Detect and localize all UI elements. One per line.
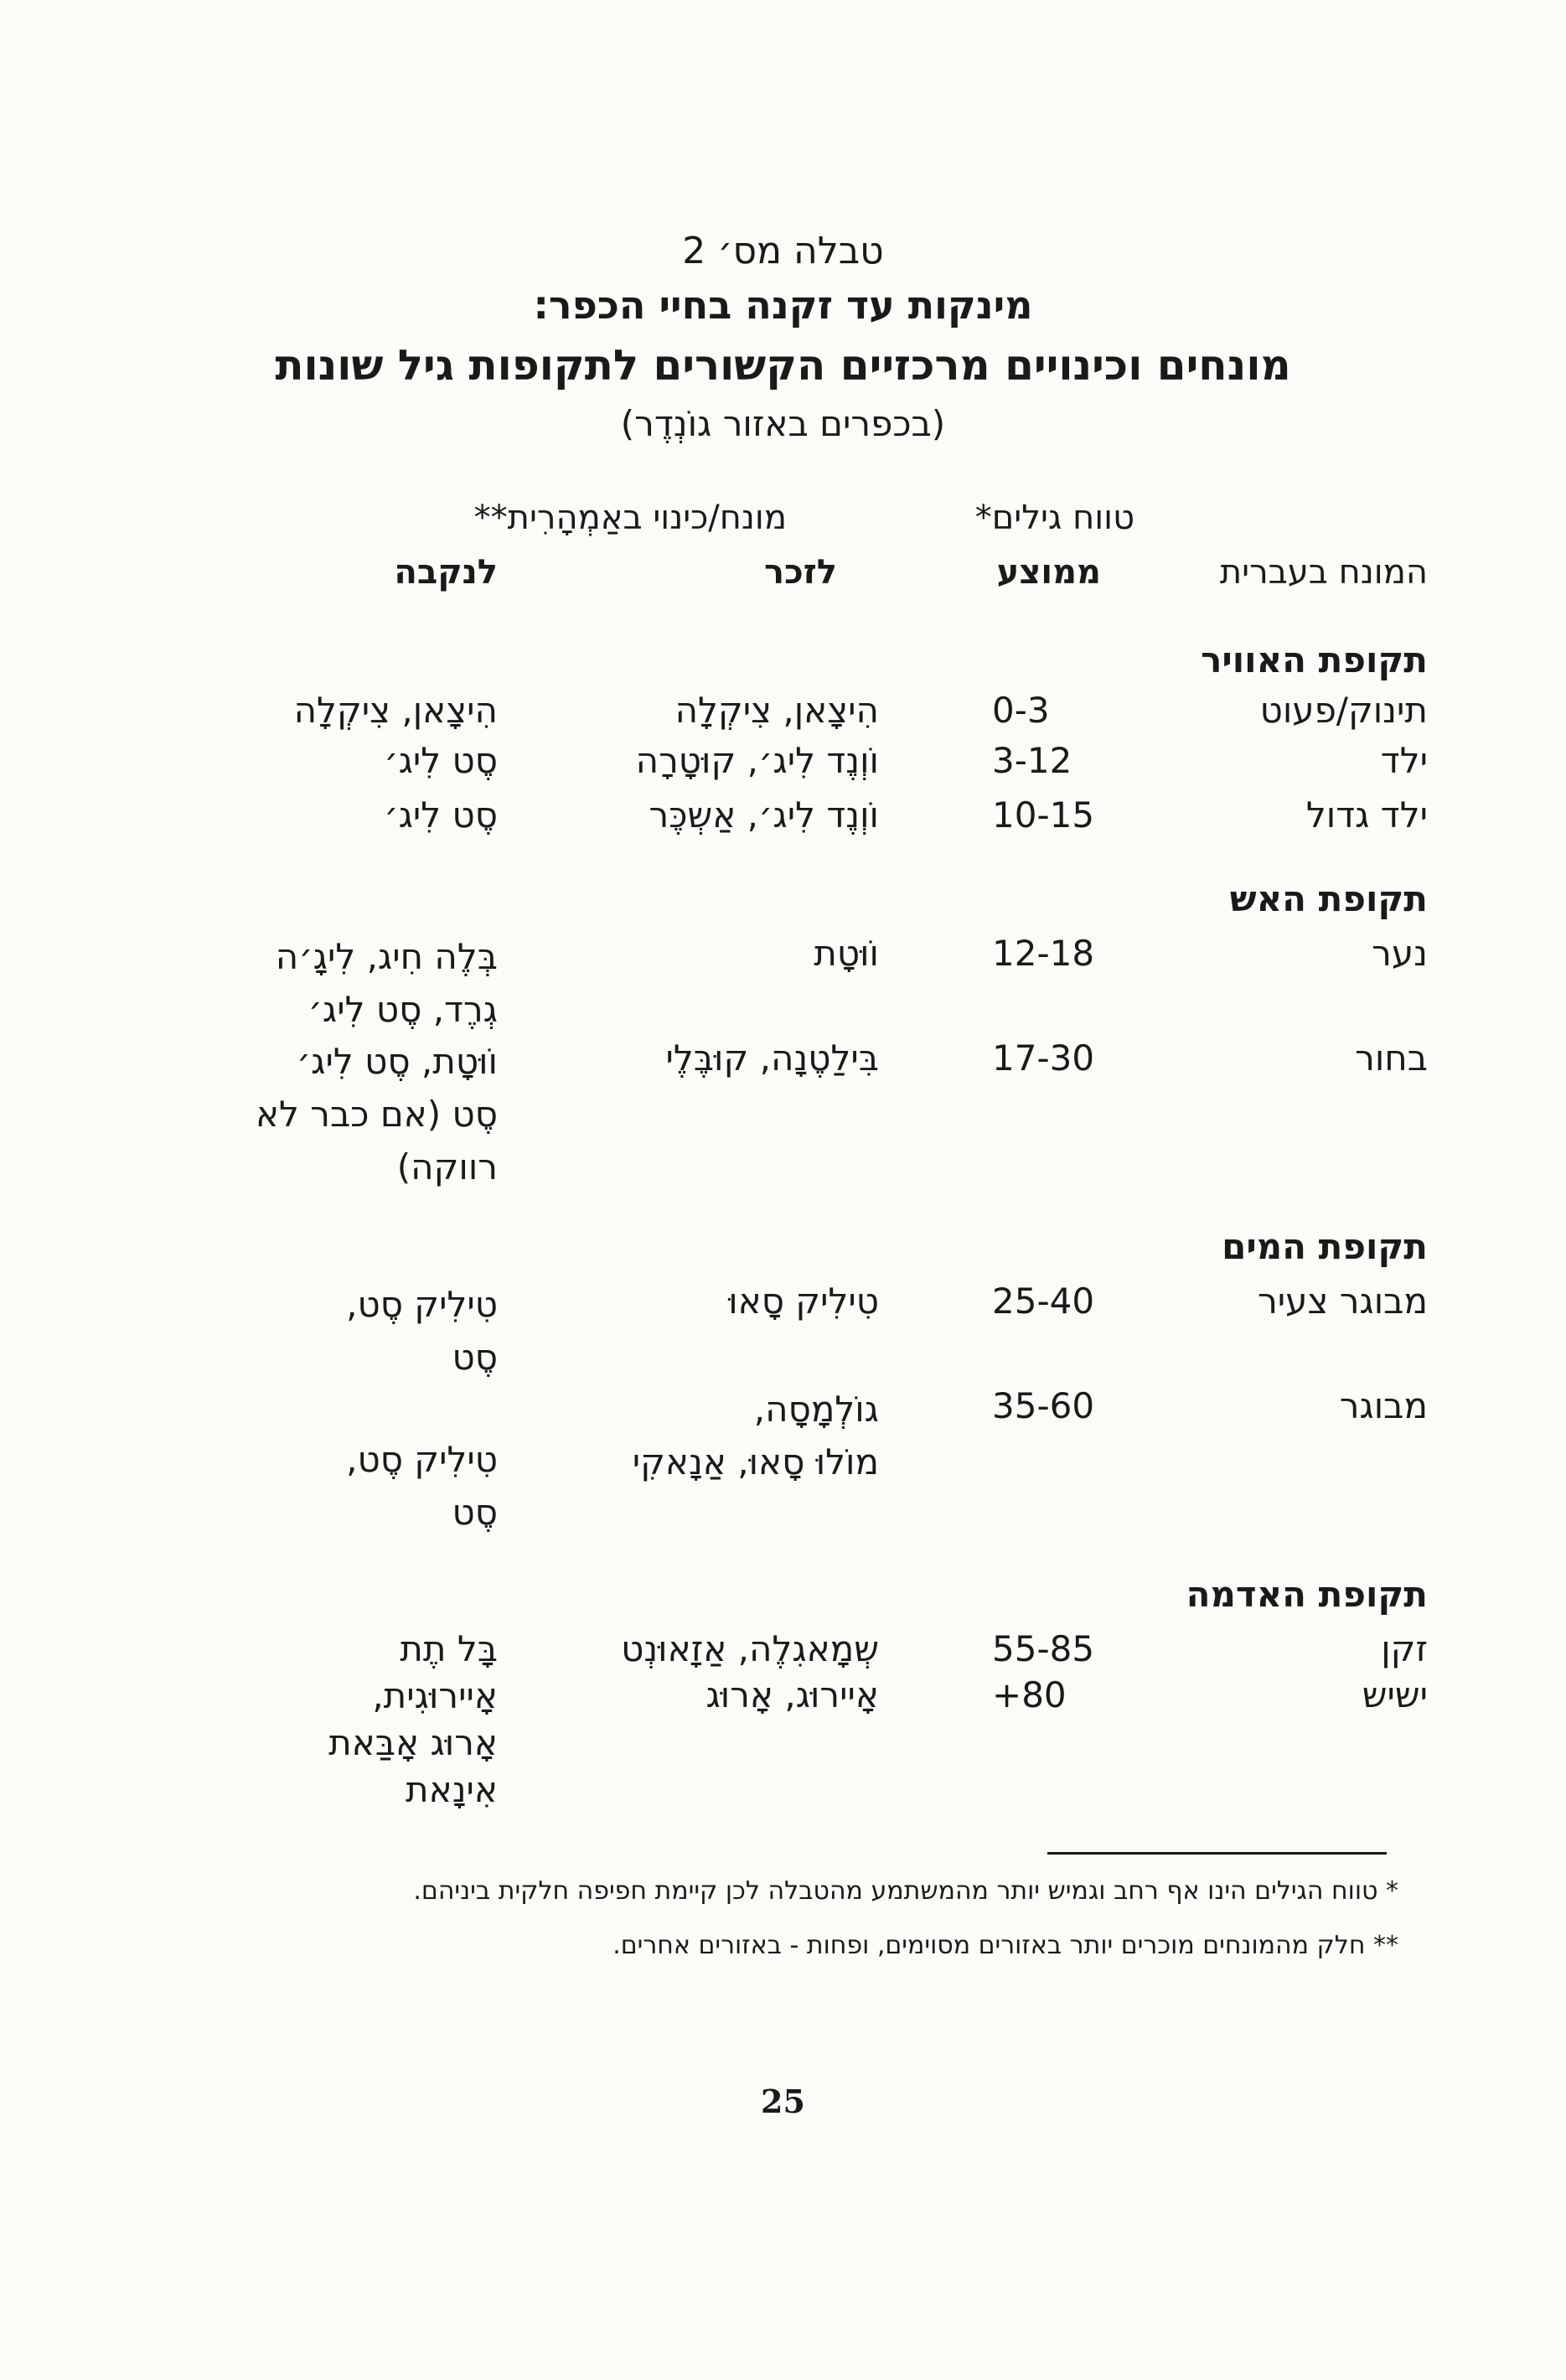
male-cell: הִיצָאן, צִיקְלָה <box>674 690 879 731</box>
male-line: מוֹלוּ סָאוּ, אַנָאקִי <box>632 1441 879 1482</box>
header-male: לזכר <box>764 553 837 592</box>
section-title-water: תקופת המים <box>1222 1226 1428 1267</box>
header-amharic: מונח/כינוי באַמְהָרִית** <box>473 499 787 537</box>
header-average: ממוצע <box>996 553 1101 592</box>
female-line: רווקה) <box>396 1146 498 1187</box>
footnote-2: ** חלק מהמונחים מוכרים יותר באזורים מסוימים, ופחות - באזורים אחרים. <box>612 1931 1398 1960</box>
term-cell: תינוק/פעוט <box>1259 690 1428 731</box>
term-cell: נער <box>1372 933 1428 974</box>
header-hebrew-term: המונח בעברית <box>1219 553 1428 592</box>
female-line: אָיירוּגִית, <box>372 1675 498 1716</box>
female-line: טִילִיק סֶט, <box>346 1439 498 1480</box>
range-cell: 55-85 <box>992 1628 1095 1669</box>
male-cell: שְמָאגִלֶה, אַזָאוּנְט <box>621 1628 879 1669</box>
range-cell: 17-30 <box>992 1037 1095 1079</box>
female-line: סֶט <box>452 1492 498 1533</box>
female-cell-multiline <box>221 1035 498 1193</box>
female-line: בְּלֶה חִיג, לִיגָ׳ה <box>275 936 498 977</box>
male-cell: אָיירוּג, אָרוּג <box>705 1674 879 1715</box>
male-cell: בִּילַטֶנָה, קוּבֶּלֶי <box>665 1037 879 1079</box>
term-cell: ילד <box>1380 740 1428 781</box>
range-cell: 12-18 <box>992 933 1095 974</box>
female-cell-multiline <box>221 1433 498 1539</box>
range-cell: 25-40 <box>992 1281 1095 1322</box>
range-cell: 0-3 <box>992 690 1050 731</box>
female-line: סֶט <box>452 1337 498 1378</box>
term-cell: מבוגר צעיר <box>1258 1281 1428 1322</box>
header-age-range: טווח גילים* <box>974 499 1134 537</box>
male-cell: וֹוְנֶד לִיג׳, קוּטָרָה <box>635 740 879 781</box>
table-number: טבלה מס׳ 2 <box>682 230 884 272</box>
page-number: 25 <box>761 2082 805 2120</box>
table-subtitle: מונחים וכינויים מרכזיים הקשורים לתקופות גיל שונות <box>275 341 1291 390</box>
male-cell-multiline <box>510 1383 879 1488</box>
range-cell: 3-12 <box>992 740 1072 781</box>
table-row <box>0 737 1566 788</box>
female-cell-multiline <box>221 1278 498 1384</box>
male-cell: וֹוּטָת <box>814 933 879 974</box>
footnote-divider <box>1047 1852 1387 1855</box>
female-cell-multiline <box>221 1626 498 1813</box>
term-cell: מבוגר <box>1339 1385 1428 1426</box>
female-line: בָּל תֶת <box>400 1628 498 1669</box>
female-line: אָרוּג אָבַּאת <box>328 1722 498 1763</box>
female-line: טִילִיק סֶט, <box>346 1284 498 1325</box>
header-female: לנקבה <box>394 553 498 592</box>
female-line: סֶט (אם כבר לא <box>255 1094 498 1135</box>
term-cell: ישיש <box>1362 1674 1428 1715</box>
table-title: מינקות עד זקנה בחיי הכפר: <box>533 282 1033 328</box>
section-title-fire: תקופת האש <box>1229 878 1428 919</box>
term-cell: ילד גדול <box>1305 794 1428 836</box>
term-cell: זקן <box>1381 1628 1428 1669</box>
female-cell: סֶט לִיג׳ <box>384 794 498 836</box>
section-title-earth: תקופת האדמה <box>1186 1574 1428 1615</box>
table-region: (בכפרים באזור גוֹנְדֶר) <box>620 403 946 444</box>
range-cell: +80 <box>992 1674 1067 1715</box>
footnote-1: * טווח הגילים הינו אף רחב וגמיש יותר מהמשתמע מהטבלה לכן קיימת חפיפה חלקית ביניהם. <box>413 1876 1398 1906</box>
term-cell: בחור <box>1355 1037 1428 1079</box>
table-row <box>0 792 1566 842</box>
female-cell: הִיצָאן, צִיקְלָה <box>293 690 498 731</box>
female-line: גְרֶד, סֶט לִיג׳ <box>308 989 498 1030</box>
male-cell: וֹוְנֶד לִיג׳, אַשְכֶּר <box>649 794 879 836</box>
male-cell: טִילִיק סָאוּ <box>728 1281 879 1322</box>
female-cell: סֶט לִיג׳ <box>384 740 498 781</box>
range-cell: 10-15 <box>992 794 1095 836</box>
range-cell: 35-60 <box>992 1385 1095 1426</box>
table-row <box>0 687 1566 737</box>
female-cell-multiline <box>221 930 498 1036</box>
female-line: וֹוּטָת, סֶט לִיג׳ <box>296 1041 498 1082</box>
female-line: אִינָאת <box>406 1769 498 1810</box>
male-line: גוֹלְמָסָה, <box>753 1389 879 1430</box>
section-title-air: תקופת האוויר <box>1201 639 1428 680</box>
